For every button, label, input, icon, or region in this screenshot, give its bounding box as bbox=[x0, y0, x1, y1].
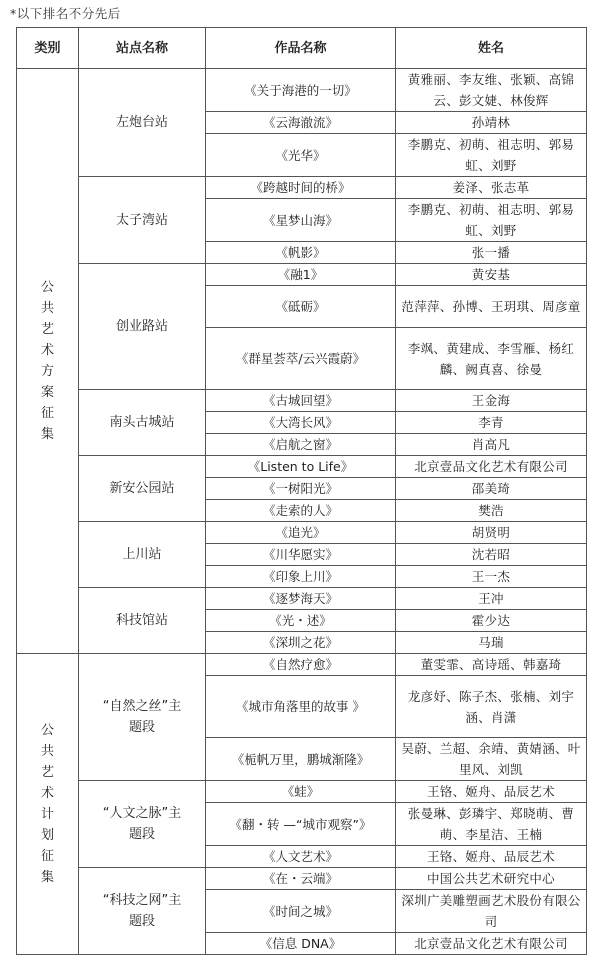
work-title: 《栀帆万里，鹏城渐隆》 bbox=[206, 738, 396, 781]
header-name: 姓名 bbox=[396, 28, 587, 69]
author-names: 黄雅丽、李友维、张颖、高锦云、彭文婕、林俊辉 bbox=[396, 69, 587, 112]
author-names: 深圳广美雕塑画艺术股份有限公司 bbox=[396, 890, 587, 933]
station-cell bbox=[79, 868, 206, 955]
author-names: 樊浩 bbox=[396, 500, 587, 522]
author-names: 李青 bbox=[396, 412, 587, 434]
station-cell bbox=[79, 177, 206, 264]
ranking-note: *以下排名不分先后 bbox=[10, 6, 121, 21]
work-title: 《印象上川》 bbox=[206, 566, 396, 588]
station-name: 创业路站 bbox=[115, 319, 168, 334]
header-work: 作品名称 bbox=[206, 28, 396, 69]
author-names: 李鹏克、初萌、祖志明、郭易虹、刘野 bbox=[396, 134, 587, 177]
work-title: 《深圳之花》 bbox=[206, 632, 396, 654]
station-name: 左炮台站 bbox=[115, 115, 168, 130]
author-names: 王一杰 bbox=[396, 566, 587, 588]
author-names: 龙彦妤、陈子杰、张楠、刘宇涵、肖潇 bbox=[396, 676, 587, 738]
header-station: 站点名称 bbox=[79, 28, 206, 69]
station-name: 太子湾站 bbox=[115, 212, 168, 228]
author-names: 董雯霏、高诗瑶、韩嘉琦 bbox=[396, 654, 587, 676]
category-label: 公共艺术计划征集 bbox=[40, 723, 54, 885]
work-title: 《星梦山海》 bbox=[206, 199, 396, 242]
station-cell bbox=[79, 69, 206, 177]
work-title: 《人文艺术》 bbox=[206, 846, 396, 868]
author-names: 张曼琳、彭璘宇、郑晓萌、曹萌、李星洁、王楠 bbox=[396, 803, 587, 846]
author-names: 霍少达 bbox=[396, 610, 587, 632]
category-label: 公共艺术方案征集 bbox=[40, 280, 54, 442]
station-name: 科技馆站 bbox=[115, 613, 168, 628]
table-row bbox=[17, 69, 587, 112]
table-row bbox=[17, 264, 587, 286]
station-cell bbox=[79, 264, 206, 390]
station-name: 新安公园站 bbox=[109, 481, 175, 496]
author-names: 孙靖林 bbox=[396, 112, 587, 134]
author-names: 王金海 bbox=[396, 390, 587, 412]
header-category: 类别 bbox=[17, 28, 79, 69]
table-row bbox=[17, 868, 587, 890]
work-title: 《城市角落里的故事 》 bbox=[206, 676, 396, 738]
work-title: 《一树阳光》 bbox=[206, 478, 396, 500]
author-names: 张一播 bbox=[396, 242, 587, 264]
author-names: 范萍萍、孙博、王玥琪、周彦童 bbox=[396, 286, 587, 328]
work-title: 《帆影》 bbox=[206, 242, 396, 264]
author-names: 王铬、姬舟、品辰艺术 bbox=[396, 846, 587, 868]
awards-table bbox=[16, 27, 587, 955]
author-names: 王铬、姬舟、品辰艺术 bbox=[396, 781, 587, 803]
work-title: 《在・云端》 bbox=[206, 868, 396, 890]
station-cell bbox=[79, 390, 206, 456]
station-cell bbox=[79, 456, 206, 522]
work-title: 《走索的人》 bbox=[206, 500, 396, 522]
work-title: 《古城回望》 bbox=[206, 390, 396, 412]
table-row bbox=[17, 456, 587, 478]
work-title: 《蛙》 bbox=[206, 781, 396, 803]
work-title: 《时间之城》 bbox=[206, 890, 396, 933]
author-names: 中国公共艺术研究中心 bbox=[396, 868, 587, 890]
work-title: 《逐梦海天》 bbox=[206, 588, 396, 610]
author-names: 邵美琦 bbox=[396, 478, 587, 500]
table-row bbox=[17, 588, 587, 610]
author-names: 北京壹品文化艺术有限公司 bbox=[396, 933, 587, 955]
author-names: 姜泽、张志革 bbox=[396, 177, 587, 199]
category-cell bbox=[17, 654, 79, 955]
station-name: “自然之丝”主题段 bbox=[102, 699, 182, 735]
work-title: 《信息 DNA》 bbox=[206, 933, 396, 955]
author-names: 王冲 bbox=[396, 588, 587, 610]
author-names: 沈若昭 bbox=[396, 544, 587, 566]
table-row bbox=[17, 177, 587, 199]
work-title: 《云海澈流》 bbox=[206, 112, 396, 134]
author-names: 吴蔚、兰超、余靖、黄婧涵、叶里风、刘凯 bbox=[396, 738, 587, 781]
table-body bbox=[17, 69, 587, 955]
work-title: 《光・述》 bbox=[206, 610, 396, 632]
table-row bbox=[17, 522, 587, 544]
station-name: 上川站 bbox=[122, 547, 162, 562]
category-cell bbox=[17, 69, 79, 654]
work-title: 《追光》 bbox=[206, 522, 396, 544]
table-row bbox=[17, 654, 587, 676]
station-name: “科技之网”主题段 bbox=[102, 893, 182, 929]
table-row bbox=[17, 390, 587, 412]
work-title: 《自然疗愈》 bbox=[206, 654, 396, 676]
station-name: “人文之脉”主题段 bbox=[102, 806, 182, 842]
station-cell bbox=[79, 654, 206, 781]
work-title: 《砥砺》 bbox=[206, 286, 396, 328]
work-title: 《融1》 bbox=[206, 264, 396, 286]
author-names: 马瑞 bbox=[396, 632, 587, 654]
table-header-row bbox=[17, 28, 587, 69]
station-cell bbox=[79, 588, 206, 654]
work-title: 《跨越时间的桥》 bbox=[206, 177, 396, 199]
author-names: 胡贤明 bbox=[396, 522, 587, 544]
work-title: 《群星荟萃/云兴霞蔚》 bbox=[206, 328, 396, 390]
work-title: 《大湾长风》 bbox=[206, 412, 396, 434]
work-title: 《Listen to Life》 bbox=[206, 456, 396, 478]
work-title: 《翻・转 —“城市观察”》 bbox=[206, 803, 396, 846]
author-names: 肖高凡 bbox=[396, 434, 587, 456]
work-title: 《关于海港的一切》 bbox=[206, 69, 396, 112]
author-names: 李鹏克、初萌、祖志明、郭易虹、刘野 bbox=[396, 199, 587, 242]
work-title: 《启航之窗》 bbox=[206, 434, 396, 456]
work-title: 《川华愿实》 bbox=[206, 544, 396, 566]
station-cell bbox=[79, 781, 206, 868]
work-title: 《光华》 bbox=[206, 134, 396, 177]
author-names: 黄安基 bbox=[396, 264, 587, 286]
author-names: 北京壹品文化艺术有限公司 bbox=[396, 456, 587, 478]
author-names: 李飒、黄建成、李雪雁、杨红麟、阙真喜、徐曼 bbox=[396, 328, 587, 390]
table-row bbox=[17, 781, 587, 803]
station-name: 南头古城站 bbox=[109, 415, 175, 430]
station-cell bbox=[79, 522, 206, 588]
